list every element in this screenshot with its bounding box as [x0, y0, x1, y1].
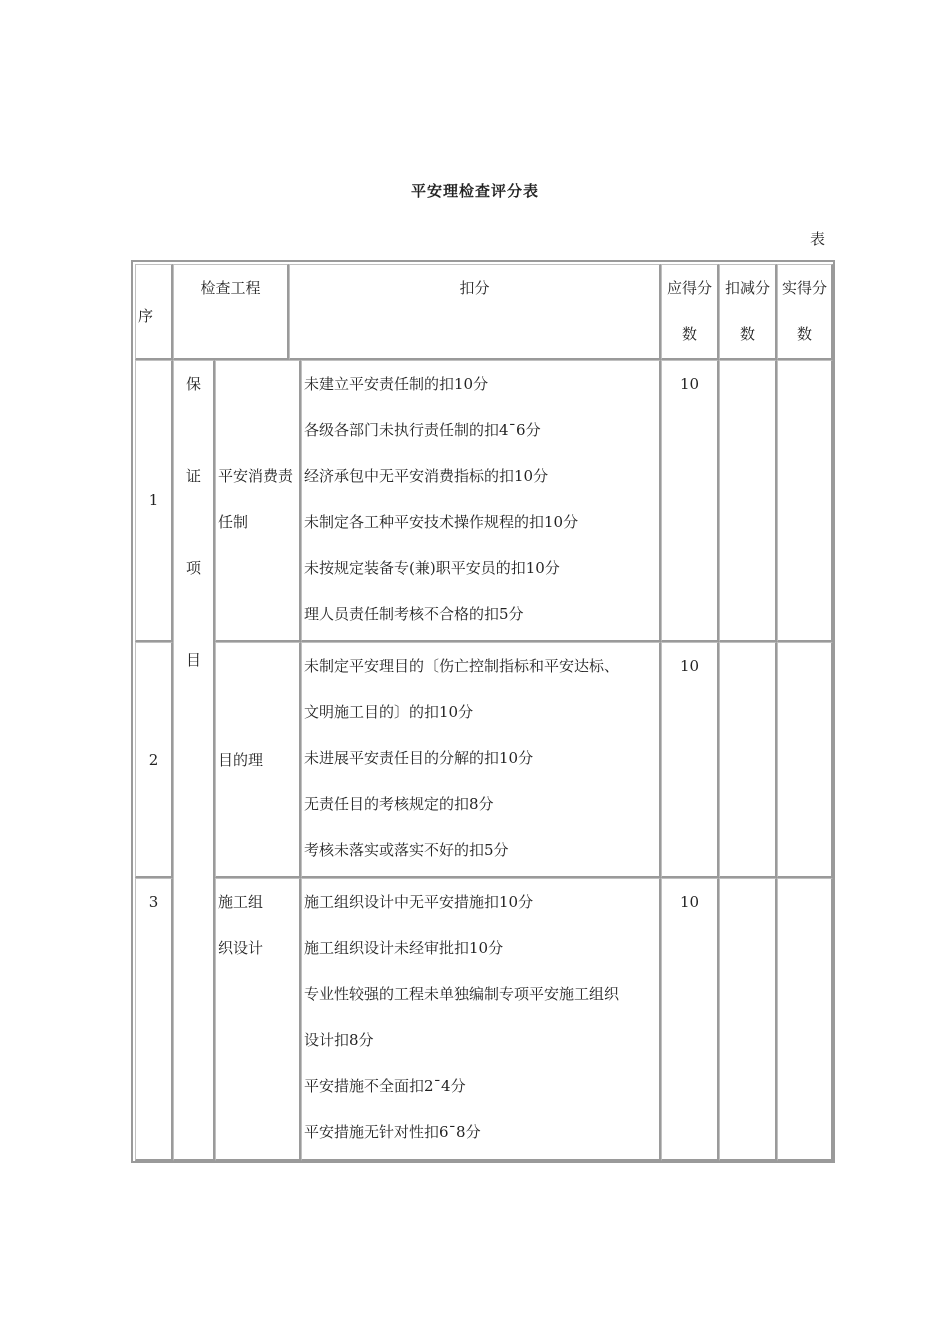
group-label-char: 证: [185, 467, 201, 485]
deduction-line: 施工组织设计中无平安措施扣10分: [304, 893, 534, 911]
row-3-minus-score: [719, 878, 777, 1161]
group-label-char: 项: [185, 559, 201, 577]
header-check-item: 检查工程: [173, 264, 289, 360]
deduction-line: 考核未落实或落实不好的扣5分: [304, 841, 509, 859]
row-3-actual-score: [777, 878, 833, 1161]
group-label-cell: [173, 360, 215, 1161]
deduction-line: 文明施工目的〕的扣10分: [304, 703, 474, 721]
row-1-full-score: 10: [661, 360, 719, 642]
header-minus-score: 扣减分 数: [719, 264, 777, 360]
deduction-line: 未进展平安责任目的分解的扣10分: [304, 749, 534, 767]
deduction-line: 无责任目的考核规定的扣8分: [304, 795, 494, 813]
row-2-deductions: [301, 642, 661, 878]
deduction-line: 经济承包中无平安消费指标的扣10分: [304, 467, 549, 485]
row-3-full-score: 10: [661, 878, 719, 1161]
group-label-char: 目: [185, 651, 201, 669]
row-3-seq: 3: [135, 878, 173, 1161]
deduction-line: 未制定各工种平安技术操作规程的扣10分: [304, 513, 579, 531]
deduction-line: 专业性较强的工程未单独编制专项平安施工组织: [304, 985, 620, 1003]
deduction-line: 平安措施不全面扣2¯4分: [304, 1077, 466, 1095]
row-2-actual-score: [777, 642, 833, 878]
row-3-item: 施工组 织设计: [215, 878, 301, 1161]
group-label-char: 保: [185, 375, 201, 393]
header-full-score: 应得分 数: [661, 264, 719, 360]
deduction-line: 理人员责任制考核不合格的扣5分: [304, 605, 524, 623]
deduction-line: 平安措施无针对性扣6¯8分: [304, 1123, 481, 1141]
row-2-seq: 2: [135, 642, 173, 878]
header-deduction: 扣分: [289, 264, 661, 360]
row-2-full-score: 10: [661, 642, 719, 878]
deduction-line: 各级各部门未执行责任制的扣4¯6分: [304, 421, 541, 439]
row-2-item: 目的理: [215, 642, 301, 878]
deduction-line: 未制定平安理目的〔伤亡控制指标和平安达标、: [304, 657, 620, 675]
row-1-deductions: [301, 360, 661, 642]
document-title: 平安理检查评分表: [410, 182, 539, 200]
table-label: 表: [810, 230, 826, 248]
row-3-deductions: [301, 878, 661, 1161]
deduction-line: 未建立平安责任制的扣10分: [304, 375, 489, 393]
deduction-line: 施工组织设计未经审批扣10分: [304, 939, 504, 957]
deduction-line: 未按规定装备专(兼)职平安员的扣10分: [304, 559, 560, 577]
row-1-item: 平安消费责 任制: [215, 360, 301, 642]
row-1-seq: 1: [135, 360, 173, 642]
row-1-minus-score: [719, 360, 777, 642]
score-table: [131, 260, 835, 1163]
deduction-line: 设计扣8分: [304, 1031, 374, 1049]
row-1-actual-score: [777, 360, 833, 642]
header-seq: 序: [135, 264, 173, 360]
row-2-minus-score: [719, 642, 777, 878]
header-actual-score: 实得分 数: [777, 264, 833, 360]
